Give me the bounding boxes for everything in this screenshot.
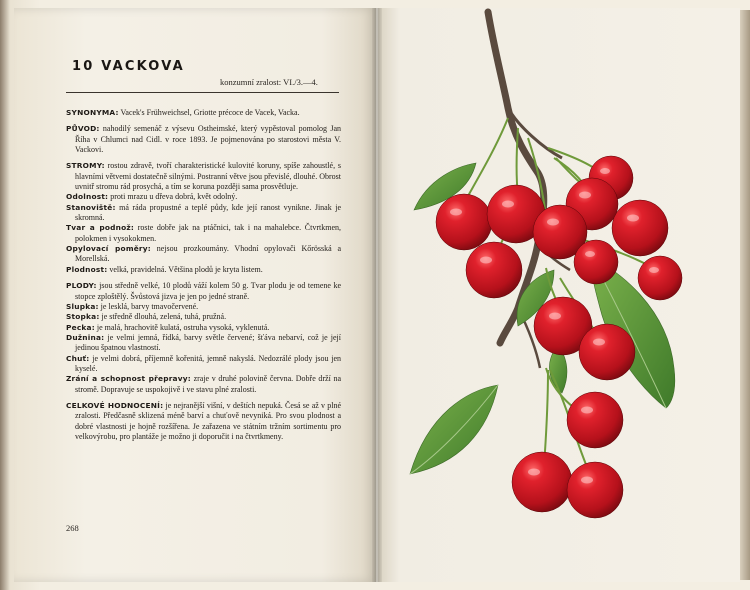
item-label: Opylovací poměry: <box>66 244 151 254</box>
page-number: 268 <box>66 523 79 533</box>
stromy-item <box>66 223 341 244</box>
puvod-text: nahodilý semenáč z výsevu Ostheimské, který vypěstoval pomolog Jan Říha v Chlumci nad Cidl. v roce 1893. Je pojmenována po starostovi města V. Vackovi. <box>75 124 341 155</box>
cherry <box>567 462 623 518</box>
item-text: proti mrazu u dřeva dobrá, květ odolný. <box>110 192 238 202</box>
item-label: Chuť: <box>66 353 90 363</box>
cherry <box>574 240 618 284</box>
cherry <box>436 194 492 250</box>
plody-item <box>66 354 341 375</box>
stromy-item <box>66 192 341 202</box>
cherry <box>512 452 572 512</box>
item-label: Dužnina: <box>66 332 105 342</box>
stromy-text: rostou zdravě, tvoří charakteristické kulovité koruny, spíše zahoustlé, s hlavními větvemi dostatečně silnými. Postranní větve jsou převislé, dlouhé. Obrost uvnitř stromu rád prosychá, a tím se koruna později sama prosvětluje. <box>75 161 342 192</box>
synonyma-section <box>66 108 341 118</box>
stromy-item <box>66 244 341 265</box>
cherry <box>466 242 522 298</box>
item-text: je středně dlouhá, zelená, tuhá, pružná. <box>101 312 227 322</box>
item-text: je malá, hrachovitě kulatá, ostruha vysoká, vyklenutá. <box>96 322 270 332</box>
plody-label: PLODY: <box>66 281 97 291</box>
item-text: nejsou prozkoumány. Vhodní opylovači Kőrösská a Morellská. <box>75 244 342 264</box>
hodnoceni-text: je nejranější višní, v deštích nepuká. Česá se až v plné zralosti. Předčasně sklizená méně barví a chuťově nevyniká. Pro svou plodnost a dobré vlastnosti je hojně rozšířena. Je zařazena ve státním tržním sortimentu pro velkovýrobu, pro plantáže je možno ji doporučit i na čtvrtkmeny. <box>75 400 342 441</box>
stromy-item <box>66 265 341 275</box>
plody-item <box>66 323 341 333</box>
plody-item <box>66 374 341 395</box>
item-text: je lesklá, barvy tmavočervené. <box>100 301 199 311</box>
cherry <box>612 200 668 256</box>
item-text: roste dobře jak na ptáčnici, tak i na mahalebce. Čtvrtkmen, polokmen i vysokokmen. <box>75 223 342 243</box>
stromy-label: STROMY: <box>66 161 105 171</box>
item-label: Stopka: <box>66 312 100 322</box>
maturity-note: konzumní zralost: VI./3.—4. <box>220 77 318 87</box>
hodnoceni-label: CELKOVÉ HODNOCENÍ: <box>66 400 164 410</box>
stromy-section <box>66 161 341 275</box>
leaf-icon <box>410 385 498 474</box>
hodnoceni-section <box>66 401 341 442</box>
page-edge <box>740 10 750 580</box>
puvod-section <box>66 124 341 155</box>
cherry <box>579 324 635 380</box>
item-label: Stanoviště: <box>66 202 116 212</box>
plody-section <box>66 281 341 395</box>
item-label: Zrání a schopnost přepravy: <box>66 374 191 384</box>
heading-rule <box>66 92 339 93</box>
item-text: je velmi dobrá, příjemně kořenitá, jemně nakyslá. Nedozrálé plody jsou jen kyselé. <box>75 353 341 373</box>
item-label: Odolnost: <box>66 192 109 202</box>
item-label: Tvar a podnož: <box>66 223 135 233</box>
plody-item <box>66 333 341 354</box>
item-text: je velmi jemná, řídká, barvy světle červené; šťáva nebarví, což je její jedinou špatnou vlastností. <box>75 332 342 353</box>
item-text: zraje v druhé polovině června. Dobře drží na stromě. Dopravuje se uspokojivě i ve stavu plné zralosti. <box>75 374 342 394</box>
synonyma-label: SYNONYMA: <box>66 108 119 117</box>
cherry-illustration <box>378 8 740 582</box>
item-label: Plodnost: <box>66 264 108 274</box>
item-label: Slupka: <box>66 301 99 311</box>
item-text: má ráda propustné a teplé půdy, kde její ranost vynikne. Jinak je skromná. <box>75 202 342 223</box>
plody-item <box>66 312 341 322</box>
stromy-item <box>66 203 341 224</box>
description-text <box>66 108 341 448</box>
cherry <box>567 392 623 448</box>
item-label: Pecka: <box>66 322 95 332</box>
item-text: velká, pravidelná. Většina plodů je kryta listem. <box>109 264 263 274</box>
synonyma-text: Vacek's Frühweichsel, Griotte précoce de Vacek, Vacka. <box>120 108 300 117</box>
cherry <box>638 256 682 300</box>
variety-heading: 10 VACKOVA <box>72 59 185 74</box>
plody-item <box>66 302 341 312</box>
puvod-label: PŮVOD: <box>66 124 100 134</box>
plody-text: jsou středně velké, 10 plodů váží kolem 50 g. Tvar plodu je od temene ke stopce zploštělý. Švůstová jizva je jen po jedné straně. <box>75 281 342 301</box>
